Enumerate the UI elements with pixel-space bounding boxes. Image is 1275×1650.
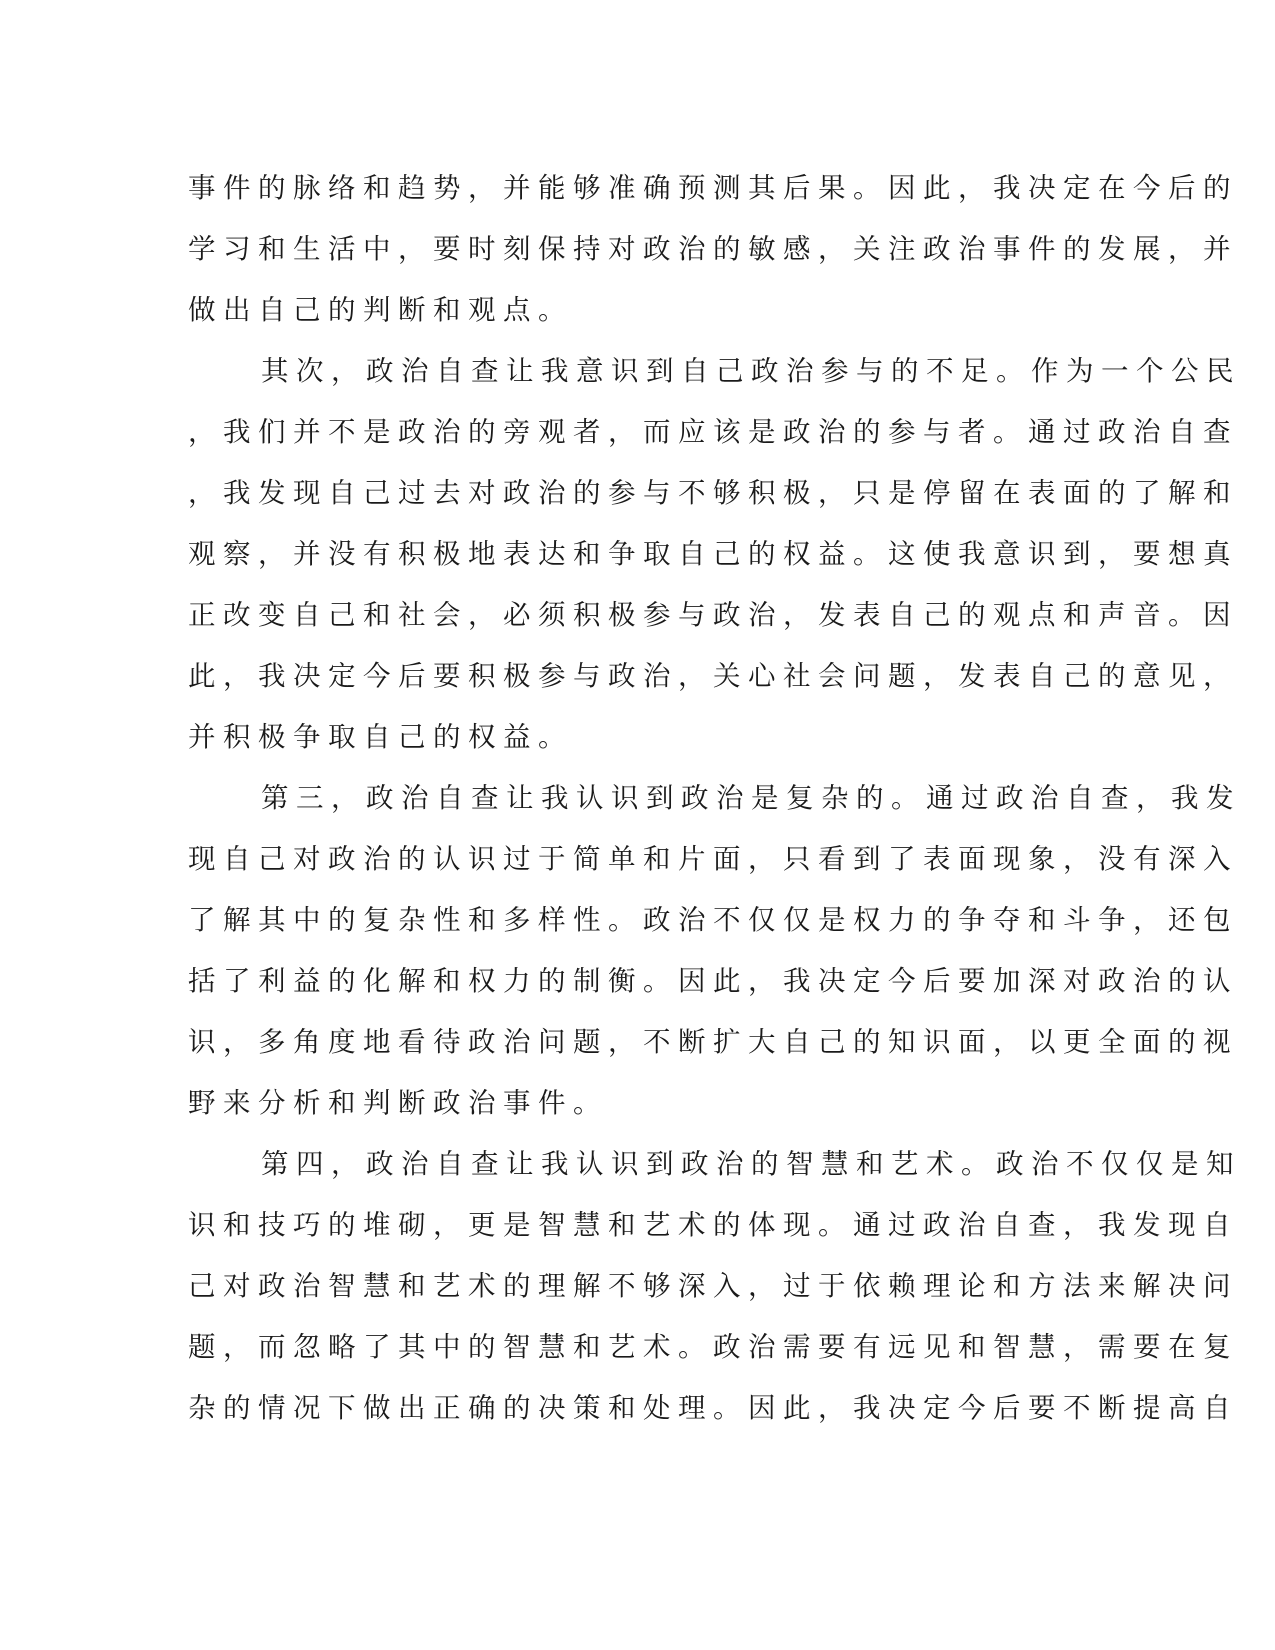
text-line: 正改变自己和社会，必须积极参与政治，发表自己的观点和声音。因 xyxy=(188,599,1238,631)
text-line: 第三，政治自查让我认识到政治是复杂的。通过政治自查，我发 xyxy=(261,782,1241,814)
paragraph-2 xyxy=(188,341,1241,768)
text-line: 做出自己的判断和观点。 xyxy=(188,294,573,326)
text-line: 事件的脉络和趋势，并能够准确预测其后果。因此，我决定在今后的 xyxy=(188,172,1238,204)
text-line: 杂的情况下做出正确的决策和处理。因此，我决定今后要不断提高自 xyxy=(188,1392,1238,1424)
text-line: ，我们并不是政治的旁观者，而应该是政治的参与者。通过政治自查 xyxy=(188,416,1238,448)
text-line: 识和技巧的堆砌，更是智慧和艺术的体现。通过政治自查，我发现自 xyxy=(188,1209,1238,1241)
text-line: 学习和生活中，要时刻保持对政治的敏感，关注政治事件的发展，并 xyxy=(188,233,1238,265)
text-line: 题，而忽略了其中的智慧和艺术。政治需要有远见和智慧，需要在复 xyxy=(188,1331,1238,1363)
text-line: 第四，政治自查让我认识到政治的智慧和艺术。政治不仅仅是知 xyxy=(261,1148,1241,1180)
text-line: ，我发现自己过去对政治的参与不够积极，只是停留在表面的了解和 xyxy=(188,477,1238,509)
paragraph-1 xyxy=(188,158,1238,341)
text-line: 其次，政治自查让我意识到自己政治参与的不足。作为一个公民 xyxy=(261,355,1241,387)
text-line: 现自己对政治的认识过于简单和片面，只看到了表面现象，没有深入 xyxy=(188,843,1238,875)
text-line: 了解其中的复杂性和多样性。政治不仅仅是权力的争夺和斗争，还包 xyxy=(188,904,1238,936)
text-line: 识，多角度地看待政治问题，不断扩大自己的知识面，以更全面的视 xyxy=(188,1026,1238,1058)
paragraph-3 xyxy=(188,768,1241,1134)
text-line: 野来分析和判断政治事件。 xyxy=(188,1087,608,1119)
document-body xyxy=(188,158,1241,1439)
text-line: 此，我决定今后要积极参与政治，关心社会问题，发表自己的意见， xyxy=(188,660,1238,692)
text-line: 观察，并没有积极地表达和争取自己的权益。这使我意识到，要想真 xyxy=(188,538,1238,570)
text-line: 并积极争取自己的权益。 xyxy=(188,721,573,753)
text-line: 己对政治智慧和艺术的理解不够深入，过于依赖理论和方法来解决问 xyxy=(188,1270,1238,1302)
text-line: 括了利益的化解和权力的制衡。因此，我决定今后要加深对政治的认 xyxy=(188,965,1238,997)
paragraph-4 xyxy=(188,1134,1241,1439)
